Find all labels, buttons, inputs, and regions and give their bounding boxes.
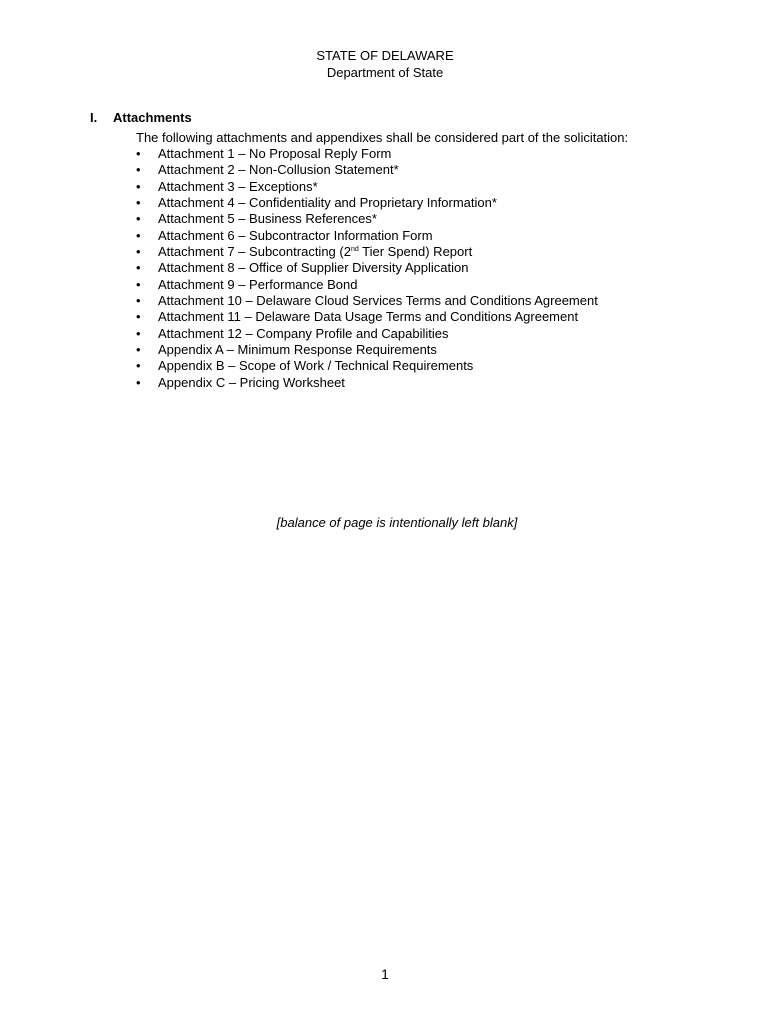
bullet-icon: • xyxy=(136,342,141,358)
list-item xyxy=(136,277,730,293)
list-item-label: Appendix C – Pricing Worksheet xyxy=(158,374,345,390)
list-item xyxy=(136,260,730,276)
list-item xyxy=(136,375,730,391)
list-item-label: Attachment 4 – Confidentiality and Proprietary Information* xyxy=(158,195,497,211)
bullet-icon: • xyxy=(136,195,141,211)
list-item-label: Attachment 6 – Subcontractor Information Form xyxy=(158,227,433,243)
bullet-icon: • xyxy=(136,260,141,276)
list-item-label: Attachment 10 – Delaware Cloud Services Terms and Conditions Agreement xyxy=(158,293,598,309)
header-department: Department of State xyxy=(326,65,444,80)
document-header xyxy=(0,47,770,81)
list-item-label xyxy=(158,244,472,260)
bullet-icon: • xyxy=(136,374,141,390)
list-item xyxy=(136,228,730,244)
list-item-label: Attachment 12 – Company Profile and Capabilities xyxy=(158,325,449,341)
bullet-icon: • xyxy=(136,244,141,260)
list-item-label: Attachment 9 – Performance Bond xyxy=(158,276,358,292)
list-item-label: Appendix A – Minimum Response Requirements xyxy=(158,342,437,358)
header-state: STATE OF DELAWARE xyxy=(316,48,454,63)
bullet-icon: • xyxy=(136,325,141,341)
page-number: 1 xyxy=(381,966,389,982)
list-item-label: Appendix B – Scope of Work / Technical Requirements xyxy=(158,358,474,374)
list-item xyxy=(136,211,730,227)
list-item-label: Attachment 1 – No Proposal Reply Form xyxy=(158,146,392,161)
list-item-label: Attachment 11 – Delaware Data Usage Terms and Conditions Agreement xyxy=(158,309,579,325)
list-item xyxy=(136,309,730,325)
list-item xyxy=(136,244,730,260)
label-text-pre: Attachment 7 – Subcontracting (2 xyxy=(158,244,351,260)
bullet-icon: • xyxy=(136,178,141,194)
list-item xyxy=(136,342,730,358)
section-title: Attachments xyxy=(113,110,192,125)
bullet-icon: • xyxy=(136,162,141,178)
ordinal-superscript: nd xyxy=(350,246,359,254)
bullet-icon: • xyxy=(136,146,141,161)
label-text-post: Tier Spend) Report xyxy=(358,244,473,260)
list-item-label: Attachment 3 – Exceptions* xyxy=(158,178,318,194)
list-item xyxy=(136,293,730,309)
list-item xyxy=(136,179,730,195)
bullet-icon: • xyxy=(136,276,141,292)
list-item-label: Attachment 2 – Non-Collusion Statement* xyxy=(158,162,399,178)
bullet-icon: • xyxy=(136,293,141,309)
bullet-icon: • xyxy=(136,358,141,374)
list-item-label: Attachment 8 – Office of Supplier Diversity Application xyxy=(158,260,469,276)
list-item xyxy=(136,358,730,374)
bullet-icon: • xyxy=(136,227,141,243)
attachments-list xyxy=(136,146,730,391)
blank-page-note: [balance of page is intentionally left blank] xyxy=(276,515,518,530)
list-item xyxy=(136,162,730,178)
list-item xyxy=(136,146,730,162)
attachments-section xyxy=(90,109,730,391)
list-item xyxy=(136,195,730,211)
section-heading xyxy=(90,109,730,126)
section-number: I. xyxy=(90,110,98,125)
section-intro: The following attachments and appendixes shall be considered part of the solicitation: xyxy=(136,130,629,145)
list-item xyxy=(136,326,730,342)
bullet-icon: • xyxy=(136,211,141,227)
bullet-icon: • xyxy=(136,309,141,325)
list-item-label: Attachment 5 – Business References* xyxy=(158,211,377,227)
